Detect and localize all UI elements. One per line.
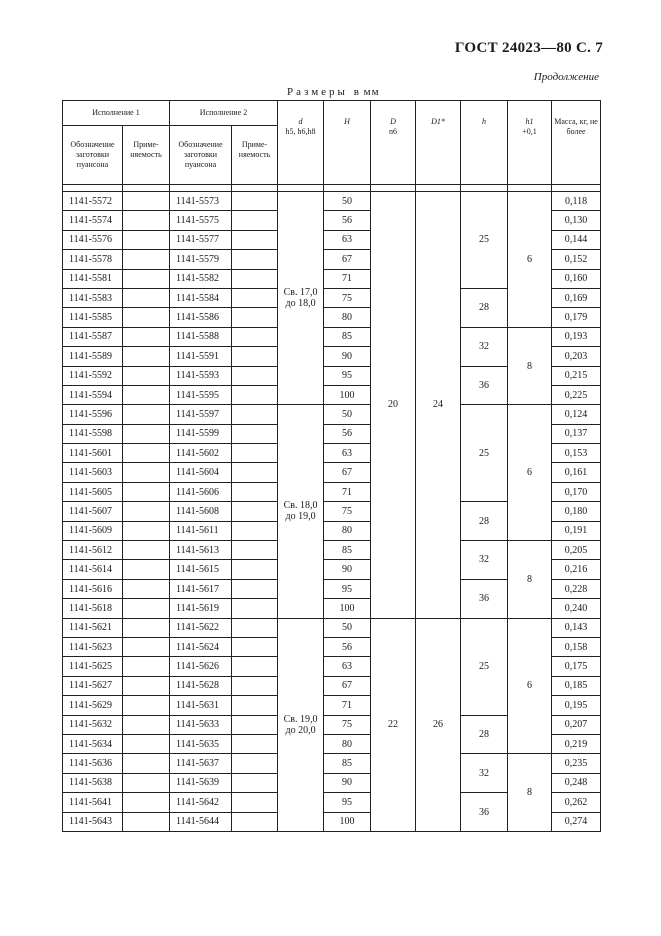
d-range-from: Св. 17,0 — [283, 287, 318, 299]
code-isp2: 1141-5577 — [170, 230, 232, 249]
D1-value: 24 — [416, 192, 461, 619]
H-value: 71 — [324, 482, 371, 501]
applicability-isp1 — [123, 734, 170, 753]
mass-value: 0,205 — [552, 541, 601, 560]
H-value: 75 — [324, 502, 371, 521]
h-value: 28 — [461, 288, 508, 327]
applicability-isp2 — [232, 211, 278, 230]
mass-value: 0,161 — [552, 463, 601, 482]
mass-value: 0,203 — [552, 347, 601, 366]
applicability-isp2 — [232, 366, 278, 385]
mass-value: 0,118 — [552, 192, 601, 211]
code-isp2: 1141-5642 — [170, 793, 232, 812]
code-isp1: 1141-5592 — [63, 366, 123, 385]
mass-value: 0,175 — [552, 657, 601, 676]
code-isp2: 1141-5602 — [170, 444, 232, 463]
applicability-isp1 — [123, 773, 170, 792]
H-value: 75 — [324, 715, 371, 734]
applicability-isp1 — [123, 560, 170, 579]
mass-value: 0,240 — [552, 599, 601, 618]
mass-value: 0,215 — [552, 366, 601, 385]
applicability-isp2 — [232, 347, 278, 366]
H-value: 90 — [324, 773, 371, 792]
code-isp2: 1141-5633 — [170, 715, 232, 734]
applicability-isp1 — [123, 366, 170, 385]
applicability-isp2 — [232, 405, 278, 424]
H-value: 71 — [324, 696, 371, 715]
mass-value: 0,235 — [552, 754, 601, 773]
mass-value: 0,158 — [552, 637, 601, 656]
applicability-isp1 — [123, 211, 170, 230]
applicability-isp1 — [123, 424, 170, 443]
header-d — [278, 101, 324, 185]
applicability-isp1 — [123, 192, 170, 211]
applicability-isp2 — [232, 230, 278, 249]
applicability-isp1 — [123, 521, 170, 540]
mass-value: 0,130 — [552, 211, 601, 230]
spacer-row — [63, 185, 601, 192]
code-isp2: 1141-5606 — [170, 482, 232, 501]
header-D — [371, 101, 416, 185]
applicability-isp1 — [123, 754, 170, 773]
header-h1-tolerance: +0,1 — [522, 127, 537, 136]
h1-value: 6 — [508, 405, 552, 541]
d-range-to: до 18,0 — [285, 298, 316, 310]
code-isp2: 1141-5584 — [170, 288, 232, 307]
mass-value: 0,179 — [552, 308, 601, 327]
code-isp1: 1141-5641 — [63, 793, 123, 812]
mass-value: 0,207 — [552, 715, 601, 734]
applicability-isp2 — [232, 541, 278, 560]
header-D-tolerance: n6 — [389, 127, 398, 136]
code-isp2: 1141-5624 — [170, 637, 232, 656]
H-value: 95 — [324, 579, 371, 598]
h-value: 28 — [461, 502, 508, 541]
mass-value: 0,170 — [552, 482, 601, 501]
h-value: 36 — [461, 366, 508, 405]
code-isp1: 1141-5572 — [63, 192, 123, 211]
code-isp2: 1141-5639 — [170, 773, 232, 792]
spacer-cell — [63, 185, 123, 192]
spacer-cell — [232, 185, 278, 192]
applicability-isp2 — [232, 715, 278, 734]
applicability-isp2 — [232, 463, 278, 482]
header-D1: D1* — [416, 101, 461, 185]
dimensions-word: Размеры — [287, 86, 348, 98]
H-value: 95 — [324, 793, 371, 812]
code-isp2: 1141-5593 — [170, 366, 232, 385]
applicability-isp2 — [232, 637, 278, 656]
code-isp1: 1141-5618 — [63, 599, 123, 618]
dimensions-note — [287, 86, 380, 98]
mass-value: 0,152 — [552, 250, 601, 269]
code-isp2: 1141-5637 — [170, 754, 232, 773]
H-value: 85 — [324, 754, 371, 773]
h-value: 32 — [461, 754, 508, 793]
mass-value: 0,262 — [552, 793, 601, 812]
applicability-isp1 — [123, 269, 170, 288]
D1-value: 26 — [416, 618, 461, 831]
applicability-isp2 — [232, 773, 278, 792]
applicability-isp2 — [232, 521, 278, 540]
code-isp1: 1141-5583 — [63, 288, 123, 307]
d-range-from: Св. 18,0 — [283, 500, 318, 512]
mass-value: 0,180 — [552, 502, 601, 521]
code-isp1: 1141-5587 — [63, 327, 123, 346]
code-isp1: 1141-5638 — [63, 773, 123, 792]
code-isp1: 1141-5603 — [63, 463, 123, 482]
applicability-isp1 — [123, 696, 170, 715]
h-value: 36 — [461, 793, 508, 832]
applicability-isp1 — [123, 347, 170, 366]
code-isp2: 1141-5604 — [170, 463, 232, 482]
code-isp1: 1141-5627 — [63, 676, 123, 695]
applicability-isp1 — [123, 385, 170, 404]
code-isp1: 1141-5623 — [63, 637, 123, 656]
d-range — [278, 618, 324, 831]
d-range — [278, 192, 324, 405]
table-row — [63, 192, 601, 211]
mass-value: 0,144 — [552, 230, 601, 249]
applicability-isp1 — [123, 230, 170, 249]
h1-value: 6 — [508, 618, 552, 754]
applicability-isp1 — [123, 482, 170, 501]
applicability-isp2 — [232, 269, 278, 288]
applicability-isp2 — [232, 599, 278, 618]
code-isp2: 1141-5644 — [170, 812, 232, 831]
mass-value: 0,185 — [552, 676, 601, 695]
code-isp2: 1141-5617 — [170, 579, 232, 598]
code-isp2: 1141-5586 — [170, 308, 232, 327]
code-isp2: 1141-5635 — [170, 734, 232, 753]
applicability-isp2 — [232, 424, 278, 443]
h-value: 25 — [461, 192, 508, 289]
code-isp2: 1141-5619 — [170, 599, 232, 618]
H-value: 50 — [324, 192, 371, 211]
H-value: 95 — [324, 366, 371, 385]
H-value: 56 — [324, 637, 371, 656]
header-h1 — [508, 101, 552, 185]
H-value: 90 — [324, 560, 371, 579]
spacer-cell — [324, 185, 371, 192]
applicability-isp2 — [232, 754, 278, 773]
h1-value: 8 — [508, 754, 552, 832]
code-isp1: 1141-5574 — [63, 211, 123, 230]
code-isp1: 1141-5581 — [63, 269, 123, 288]
mass-value: 0,219 — [552, 734, 601, 753]
applicability-isp1 — [123, 541, 170, 560]
applicability-isp2 — [232, 444, 278, 463]
H-value: 56 — [324, 211, 371, 230]
header-mass: Масса, кг, не более — [552, 101, 601, 185]
code-isp1: 1141-5589 — [63, 347, 123, 366]
code-isp2: 1141-5622 — [170, 618, 232, 637]
table-row — [63, 618, 601, 637]
H-value: 67 — [324, 676, 371, 695]
applicability-isp2 — [232, 385, 278, 404]
H-value: 90 — [324, 347, 371, 366]
applicability-isp1 — [123, 463, 170, 482]
spacer-cell — [278, 185, 324, 192]
H-value: 63 — [324, 444, 371, 463]
applicability-isp1 — [123, 327, 170, 346]
H-value: 80 — [324, 308, 371, 327]
applicability-isp2 — [232, 192, 278, 211]
applicability-isp1 — [123, 618, 170, 637]
applicability-isp2 — [232, 579, 278, 598]
mass-value: 0,274 — [552, 812, 601, 831]
applicability-isp2 — [232, 502, 278, 521]
applicability-isp1 — [123, 308, 170, 327]
code-isp2: 1141-5613 — [170, 541, 232, 560]
mass-value: 0,225 — [552, 385, 601, 404]
h-value: 36 — [461, 579, 508, 618]
H-value: 71 — [324, 269, 371, 288]
applicability-isp1 — [123, 676, 170, 695]
code-isp1: 1141-5614 — [63, 560, 123, 579]
table-body — [63, 185, 601, 832]
table-row — [63, 754, 601, 773]
h-value: 25 — [461, 405, 508, 502]
code-isp1: 1141-5643 — [63, 812, 123, 831]
code-isp1: 1141-5634 — [63, 734, 123, 753]
mass-value: 0,137 — [552, 424, 601, 443]
spacer-cell — [371, 185, 416, 192]
H-value: 85 — [324, 541, 371, 560]
applicability-isp1 — [123, 502, 170, 521]
applicability-isp2 — [232, 250, 278, 269]
header-oboz2: Обозначение заготовки пуансона — [170, 126, 232, 185]
code-isp1: 1141-5616 — [63, 579, 123, 598]
code-isp1: 1141-5632 — [63, 715, 123, 734]
H-value: 63 — [324, 230, 371, 249]
table-row — [63, 327, 601, 346]
applicability-isp2 — [232, 812, 278, 831]
spacer-cell — [552, 185, 601, 192]
table-row — [63, 541, 601, 560]
applicability-isp2 — [232, 676, 278, 695]
code-isp1: 1141-5576 — [63, 230, 123, 249]
page-header: ГОСТ 24023—80 С. 7 — [454, 40, 603, 56]
mass-value: 0,153 — [552, 444, 601, 463]
header-oboz1: Обозначение заготовки пуансона — [63, 126, 123, 185]
h1-value: 8 — [508, 327, 552, 405]
H-value: 100 — [324, 385, 371, 404]
code-isp2: 1141-5595 — [170, 385, 232, 404]
header-isp1: Исполнение 1 — [63, 101, 170, 126]
dimensions-unit: в мм — [353, 86, 380, 98]
d-range — [278, 405, 324, 618]
applicability-isp1 — [123, 812, 170, 831]
H-value: 85 — [324, 327, 371, 346]
spacer-cell — [416, 185, 461, 192]
continuation-label: Продолжение — [533, 71, 599, 83]
code-isp1: 1141-5629 — [63, 696, 123, 715]
code-isp2: 1141-5591 — [170, 347, 232, 366]
code-isp2: 1141-5575 — [170, 211, 232, 230]
header-d-symbol: d — [298, 117, 303, 126]
mass-value: 0,191 — [552, 521, 601, 540]
header-h1-symbol: h1 — [525, 117, 534, 126]
mass-value: 0,216 — [552, 560, 601, 579]
applicability-isp1 — [123, 793, 170, 812]
d-range-to: до 20,0 — [285, 724, 316, 736]
code-isp1: 1141-5609 — [63, 521, 123, 540]
H-value: 50 — [324, 405, 371, 424]
header-D-symbol: D — [390, 117, 396, 126]
code-isp1: 1141-5621 — [63, 618, 123, 637]
code-isp1: 1141-5594 — [63, 385, 123, 404]
code-isp1: 1141-5596 — [63, 405, 123, 424]
header-isp2: Исполнение 2 — [170, 101, 278, 126]
H-value: 67 — [324, 463, 371, 482]
d-range-to: до 19,0 — [285, 511, 316, 523]
header-h: h — [461, 101, 508, 185]
applicability-isp1 — [123, 715, 170, 734]
mass-value: 0,143 — [552, 618, 601, 637]
h-value: 32 — [461, 327, 508, 366]
H-value: 63 — [324, 657, 371, 676]
code-isp1: 1141-5625 — [63, 657, 123, 676]
code-isp2: 1141-5608 — [170, 502, 232, 521]
h1-value: 8 — [508, 541, 552, 619]
header-H: H — [324, 101, 371, 185]
header-prim2: Приме-няемость — [232, 126, 278, 185]
H-value: 56 — [324, 424, 371, 443]
spacer-cell — [123, 185, 170, 192]
applicability-isp2 — [232, 734, 278, 753]
applicability-isp1 — [123, 637, 170, 656]
code-isp1: 1141-5601 — [63, 444, 123, 463]
code-isp2: 1141-5631 — [170, 696, 232, 715]
h-value: 32 — [461, 541, 508, 580]
H-value: 67 — [324, 250, 371, 269]
H-value: 100 — [324, 812, 371, 831]
applicability-isp2 — [232, 657, 278, 676]
h1-value: 6 — [508, 192, 552, 328]
code-isp2: 1141-5588 — [170, 327, 232, 346]
H-value: 80 — [324, 734, 371, 753]
mass-value: 0,169 — [552, 288, 601, 307]
code-isp1: 1141-5598 — [63, 424, 123, 443]
code-isp1: 1141-5585 — [63, 308, 123, 327]
mass-value: 0,160 — [552, 269, 601, 288]
applicability-isp1 — [123, 657, 170, 676]
code-isp1: 1141-5607 — [63, 502, 123, 521]
mass-value: 0,248 — [552, 773, 601, 792]
code-isp2: 1141-5597 — [170, 405, 232, 424]
d-range-from: Св. 19,0 — [283, 713, 318, 725]
H-value: 75 — [324, 288, 371, 307]
code-isp2: 1141-5599 — [170, 424, 232, 443]
D-value: 22 — [371, 618, 416, 831]
header-prim1: Приме-няемость — [123, 126, 170, 185]
applicability-isp1 — [123, 599, 170, 618]
applicability-isp2 — [232, 327, 278, 346]
code-isp2: 1141-5615 — [170, 560, 232, 579]
code-isp1: 1141-5578 — [63, 250, 123, 269]
D-value: 20 — [371, 192, 416, 619]
h-value: 28 — [461, 715, 508, 754]
applicability-isp1 — [123, 250, 170, 269]
header-d-tolerance: h5, h6,h8 — [285, 127, 316, 136]
mass-value: 0,124 — [552, 405, 601, 424]
code-isp2: 1141-5611 — [170, 521, 232, 540]
applicability-isp1 — [123, 579, 170, 598]
spacer-cell — [461, 185, 508, 192]
applicability-isp2 — [232, 308, 278, 327]
h-value: 25 — [461, 618, 508, 715]
applicability-isp1 — [123, 405, 170, 424]
applicability-isp1 — [123, 288, 170, 307]
code-isp2: 1141-5579 — [170, 250, 232, 269]
spacer-cell — [170, 185, 232, 192]
dimensions-table — [62, 100, 601, 832]
mass-value: 0,193 — [552, 327, 601, 346]
H-value: 80 — [324, 521, 371, 540]
applicability-isp2 — [232, 618, 278, 637]
code-isp2: 1141-5626 — [170, 657, 232, 676]
code-isp1: 1141-5605 — [63, 482, 123, 501]
applicability-isp2 — [232, 793, 278, 812]
H-value: 50 — [324, 618, 371, 637]
applicability-isp2 — [232, 560, 278, 579]
applicability-isp2 — [232, 482, 278, 501]
code-isp2: 1141-5573 — [170, 192, 232, 211]
code-isp1: 1141-5612 — [63, 541, 123, 560]
table-row — [63, 405, 601, 424]
mass-value: 0,228 — [552, 579, 601, 598]
applicability-isp1 — [123, 444, 170, 463]
applicability-isp2 — [232, 696, 278, 715]
mass-value: 0,195 — [552, 696, 601, 715]
code-isp2: 1141-5628 — [170, 676, 232, 695]
applicability-isp2 — [232, 288, 278, 307]
spacer-cell — [508, 185, 552, 192]
code-isp2: 1141-5582 — [170, 269, 232, 288]
code-isp1: 1141-5636 — [63, 754, 123, 773]
H-value: 100 — [324, 599, 371, 618]
